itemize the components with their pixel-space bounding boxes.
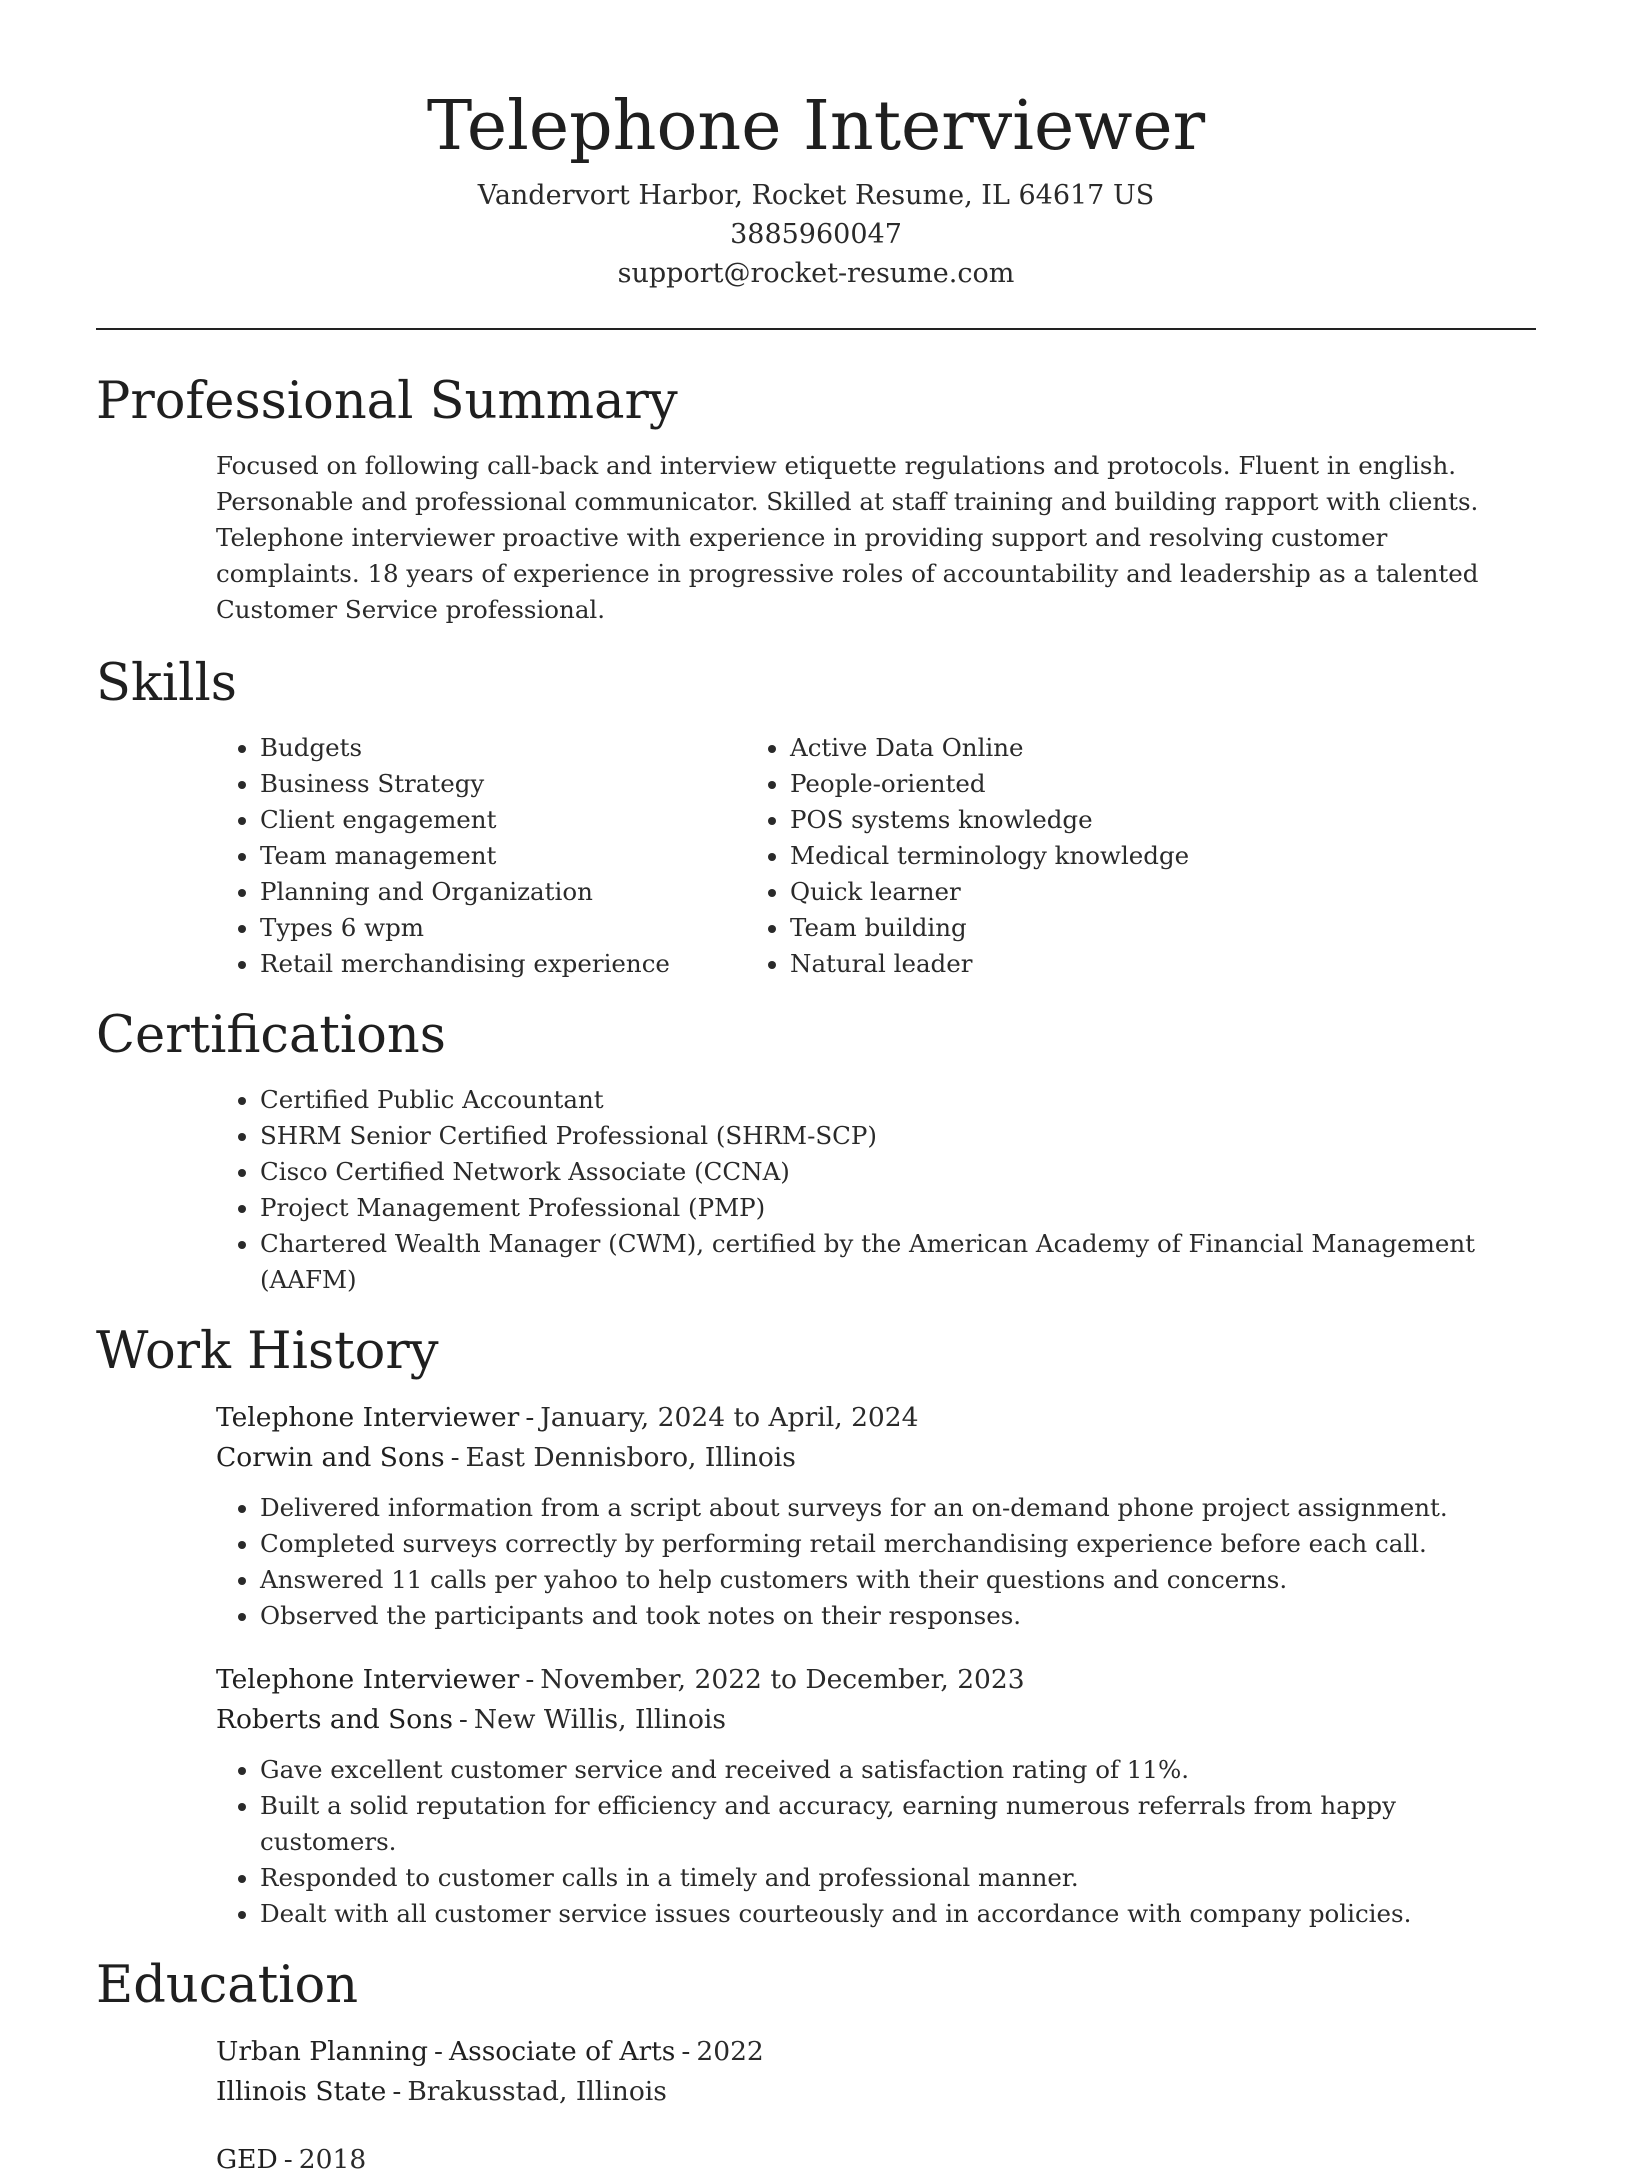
candidate-name: Telephone Interviewer [426, 87, 1206, 166]
job-location: East Dennisboro, Illinois [465, 1442, 796, 1473]
skill-item: • Types 6 wpm [260, 910, 746, 946]
skill-item: • Team building [790, 910, 1189, 946]
job-company: Roberts and Sons [216, 1704, 453, 1735]
job-company-line: Corwin and Sons - East Dennisboro, Illinois [216, 1442, 796, 1473]
education-school: Illinois State [216, 2076, 387, 2107]
skills-list [96, 730, 1536, 982]
job-company: Corwin and Sons [216, 1442, 445, 1473]
job-duties-list [96, 1490, 1536, 1634]
header-divider [96, 328, 1536, 330]
certification-item: • SHRM Senior Certified Professional (SHRM-SCP) [260, 1118, 1536, 1154]
job-dates: January, 2024 to April, 2024 [540, 1402, 919, 1433]
skills-column-left [96, 730, 746, 982]
certification-item: • Project Management Professional (PMP) [260, 1190, 1536, 1226]
education-year: 2022 [696, 2036, 764, 2067]
skill-item: • POS systems knowledge [790, 802, 1189, 838]
skill-item: • Planning and Organization [260, 874, 746, 910]
job-duty: • Delivered information from a script about surveys for an on-demand phone project assignment. [260, 1490, 1536, 1526]
skill-item: • People-oriented [790, 766, 1189, 802]
address: Vandervort Harbor, Rocket Resume, IL 64617 US [477, 180, 1155, 211]
job-duty: • Responded to customer calls in a timely and professional manner. [260, 1860, 1536, 1896]
skill-item: • Retail merchandising experience [260, 946, 746, 982]
education-year: 2018 [298, 2144, 367, 2175]
education-location: Brakusstad, Illinois [407, 2076, 667, 2107]
job-duty: • Observed the participants and took notes on their responses. [260, 1598, 1536, 1634]
education-entry [96, 2140, 1536, 2180]
certification-item: • Certified Public Accountant [260, 1082, 1536, 1118]
education-degree-line: Urban Planning - Associate of Arts - 2022 [216, 2036, 764, 2067]
skills-column-right [746, 730, 1189, 982]
phone-number: 3885960047 [730, 219, 902, 250]
summary-text: Focused on following call-back and interview etiquette regulations and protocols. Fluent in english. Personable and professional communicator. Skilled at staff training and building rapport with clients. Telephone interviewer proactive with experience in providing support and resolving customer complaints. 18 years of experience in progressive roles of accountability and leadership as a talented Customer Service professional. [216, 451, 1479, 624]
certification-item: • Chartered Wealth Manager (CWM), certified by the American Academy of Financial Management (AAFM) [260, 1226, 1536, 1298]
job-entry [96, 1660, 1536, 1740]
job-duty: • Completed surveys correctly by performing retail merchandising experience before each call. [260, 1526, 1536, 1562]
job-duty: • Dealt with all customer service issues courteously and in accordance with company policies. [260, 1896, 1536, 1932]
work-history-heading: Work History [96, 1322, 439, 1381]
education-degree: GED [216, 2144, 278, 2175]
education-degree-line: GED - 2018 [216, 2144, 367, 2175]
job-duty: • Gave excellent customer service and received a satisfaction rating of 11%. [260, 1752, 1536, 1788]
job-entry [96, 1398, 1536, 1478]
job-title-line: Telephone Interviewer - January, 2024 to April, 2024 [216, 1402, 919, 1433]
job-location: New Willis, Illinois [473, 1704, 726, 1735]
job-role: Telephone Interviewer [216, 1664, 520, 1695]
skill-item: • Natural leader [790, 946, 1189, 982]
skill-item: • Budgets [260, 730, 746, 766]
job-role: Telephone Interviewer [216, 1402, 520, 1433]
education-field: Urban Planning [216, 2036, 428, 2067]
education-heading: Education [96, 1956, 359, 2015]
skill-item: • Quick learner [790, 874, 1189, 910]
education-degree: Associate of Arts [448, 2036, 676, 2067]
skill-item: • Business Strategy [260, 766, 746, 802]
job-company-line: Roberts and Sons - New Willis, Illinois [216, 1704, 726, 1735]
skill-item: • Client engagement [260, 802, 746, 838]
skill-item: • Active Data Online [790, 730, 1189, 766]
certifications-heading: Certifications [96, 1006, 446, 1065]
job-title-line: Telephone Interviewer - November, 2022 to December, 2023 [216, 1664, 1025, 1695]
skill-item: • Medical terminology knowledge [790, 838, 1189, 874]
job-dates: November, 2022 to December, 2023 [540, 1664, 1025, 1695]
resume-page [96, 0, 1536, 2180]
education-school-line: Illinois State - Brakusstad, Illinois [216, 2076, 667, 2107]
education-entry [96, 2032, 1536, 2112]
skills-heading: Skills [96, 654, 237, 713]
certification-item: • Cisco Certified Network Associate (CCNA) [260, 1154, 1536, 1190]
certifications-list [96, 1082, 1536, 1298]
job-duty: • Built a solid reputation for efficiency and accuracy, earning numerous referrals from happy customers. [260, 1788, 1536, 1860]
skill-item: • Team management [260, 838, 746, 874]
summary-heading: Professional Summary [96, 372, 678, 431]
resume-header [96, 0, 1536, 293]
email-address: support@rocket-resume.com [617, 258, 1015, 289]
job-duties-list [96, 1752, 1536, 1932]
job-duty: • Answered 11 calls per yahoo to help customers with their questions and concerns. [260, 1562, 1536, 1598]
